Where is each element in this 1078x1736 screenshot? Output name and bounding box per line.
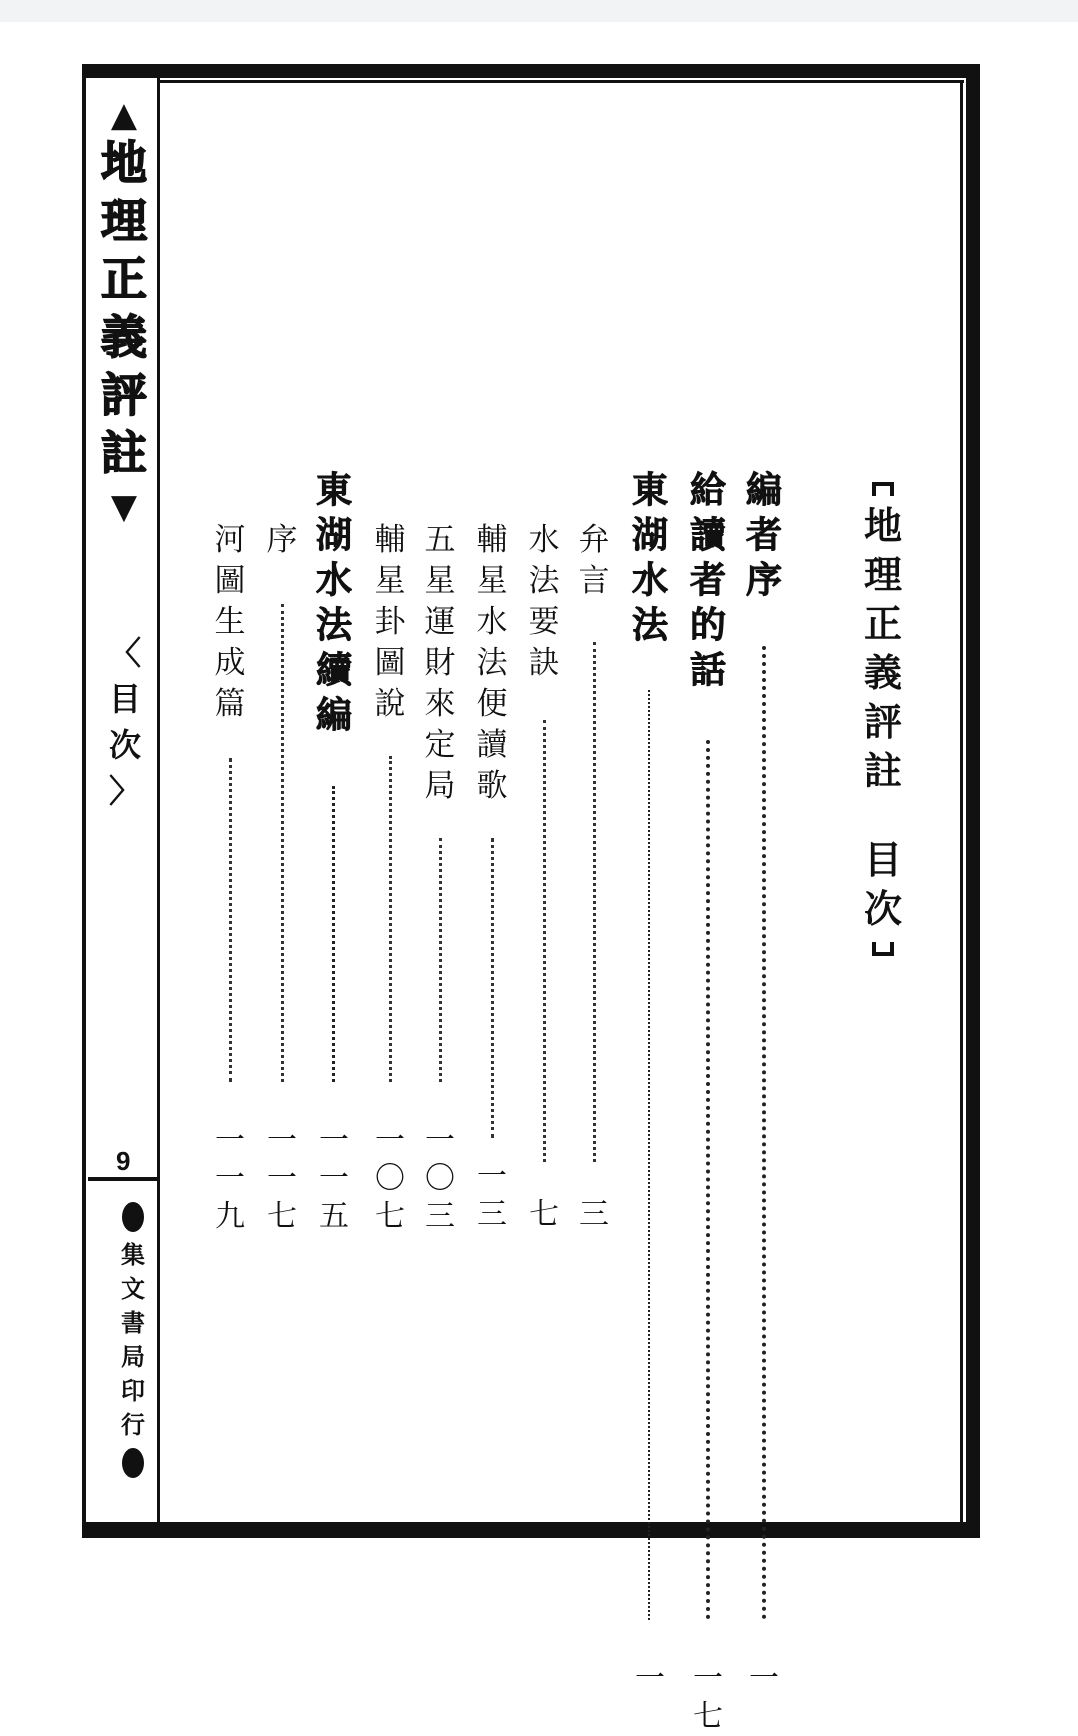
spine-section-char: 〈 xyxy=(108,634,141,672)
publisher-char: 集 xyxy=(121,1241,145,1269)
toc-entry-page: 一 七 xyxy=(693,1661,723,1734)
toc-title-char: 地 xyxy=(863,504,902,548)
frame-top-inner-rule xyxy=(158,80,964,83)
frame-bottom-border xyxy=(82,1522,980,1538)
toc-entry-label: 輔 星 卦 圖 說 xyxy=(374,522,406,722)
bullet-dot-icon xyxy=(122,1448,144,1478)
dot-leader xyxy=(648,690,650,1620)
spine-section-char: 目 xyxy=(108,680,141,718)
toc-entry-page: 一 xyxy=(635,1661,665,1696)
spine-divider xyxy=(157,78,160,1522)
spine-title-char: 評 xyxy=(101,368,147,422)
toc-heading xyxy=(858,482,908,956)
toc-entry-page: 七 xyxy=(529,1197,559,1232)
publisher-char: 印 xyxy=(121,1377,145,1405)
toc-entry-page: 一 xyxy=(749,1661,779,1696)
toc-entry-page: 一 〇 三 xyxy=(425,1123,455,1234)
frame-top-border xyxy=(82,64,980,78)
publisher-char: 書 xyxy=(121,1309,145,1337)
frame-right-border xyxy=(966,64,980,1538)
toc-entry-label: 給 讀 者 的 話 xyxy=(689,470,726,691)
dot-leader xyxy=(389,756,392,1082)
toc-entry-label: 五 星 運 財 來 定 局 xyxy=(424,522,456,804)
toc-entry-label: 東 湖 水 法 xyxy=(631,470,668,646)
spine-header xyxy=(98,96,150,526)
toc-subtitle-char: 次 xyxy=(863,887,902,931)
corner-bracket-open-icon xyxy=(872,482,894,496)
toc-entry-label: 弁 言 xyxy=(578,522,610,599)
corner-bracket-close-icon xyxy=(872,942,894,956)
dot-leader xyxy=(491,838,494,1138)
toc-title-char: 理 xyxy=(863,553,902,597)
dot-leader xyxy=(439,838,442,1082)
dot-leader xyxy=(332,786,335,1082)
toc-entry-page: 一 一 七 xyxy=(267,1123,297,1234)
toc-entry-page: 三 xyxy=(579,1197,609,1232)
frame-right-inner-rule xyxy=(960,80,963,1522)
spine-section-label xyxy=(100,630,150,814)
toc-title-char: 註 xyxy=(863,749,902,793)
toc-subtitle-char: 目 xyxy=(863,838,902,882)
toc-title-char: 正 xyxy=(863,602,902,646)
toc-entry-page: 一 一 五 xyxy=(319,1123,349,1234)
dot-leader xyxy=(593,642,596,1162)
toc-entry-label: 水 法 要 訣 xyxy=(528,522,560,681)
spine-title-char: 理 xyxy=(101,194,147,248)
spine-title-char: 義 xyxy=(101,310,147,364)
toc-title-char: 評 xyxy=(863,700,902,744)
toc-entry-label: 輔 星 水 法 便 讀 歌 xyxy=(476,522,508,804)
triangle-down-icon: ▼ xyxy=(110,487,138,527)
toc-entry-page: 一 〇 七 xyxy=(375,1123,405,1234)
publisher-imprint xyxy=(110,1196,156,1484)
dot-leader xyxy=(543,720,546,1162)
toc-entry-label: 序 xyxy=(266,522,298,558)
toc-entry-page: 一 一 九 xyxy=(215,1123,245,1234)
dot-leader xyxy=(762,646,766,1620)
toc-entry-label: 河 圖 生 成 篇 xyxy=(214,522,246,722)
dot-leader xyxy=(229,758,232,1082)
toc-entry-label: 編 者 序 xyxy=(745,470,782,601)
publisher-char: 局 xyxy=(121,1343,145,1371)
spine-title-char: 正 xyxy=(101,252,147,306)
frame-left-border xyxy=(82,64,86,1538)
bullet-dot-icon xyxy=(122,1202,144,1232)
triangle-up-icon: ▲ xyxy=(110,95,138,135)
toc-entry-label: 東 湖 水 法 續 編 xyxy=(315,470,352,736)
publisher-char: 行 xyxy=(121,1411,145,1439)
top-margin-band xyxy=(0,0,1078,22)
toc-entry-page: 一 三 xyxy=(477,1159,507,1232)
toc-title-char: 義 xyxy=(863,651,902,695)
dot-leader xyxy=(706,740,710,1620)
page-number-rule xyxy=(88,1177,158,1181)
spine-section-char: 次 xyxy=(108,726,141,764)
spine-title-char: 註 xyxy=(101,426,147,480)
spine-title-char: 地 xyxy=(101,136,147,190)
spine-section-char: 〉 xyxy=(108,772,141,810)
publisher-char: 文 xyxy=(121,1275,145,1303)
page-number: 9 xyxy=(116,1146,131,1176)
dot-leader xyxy=(281,604,284,1082)
